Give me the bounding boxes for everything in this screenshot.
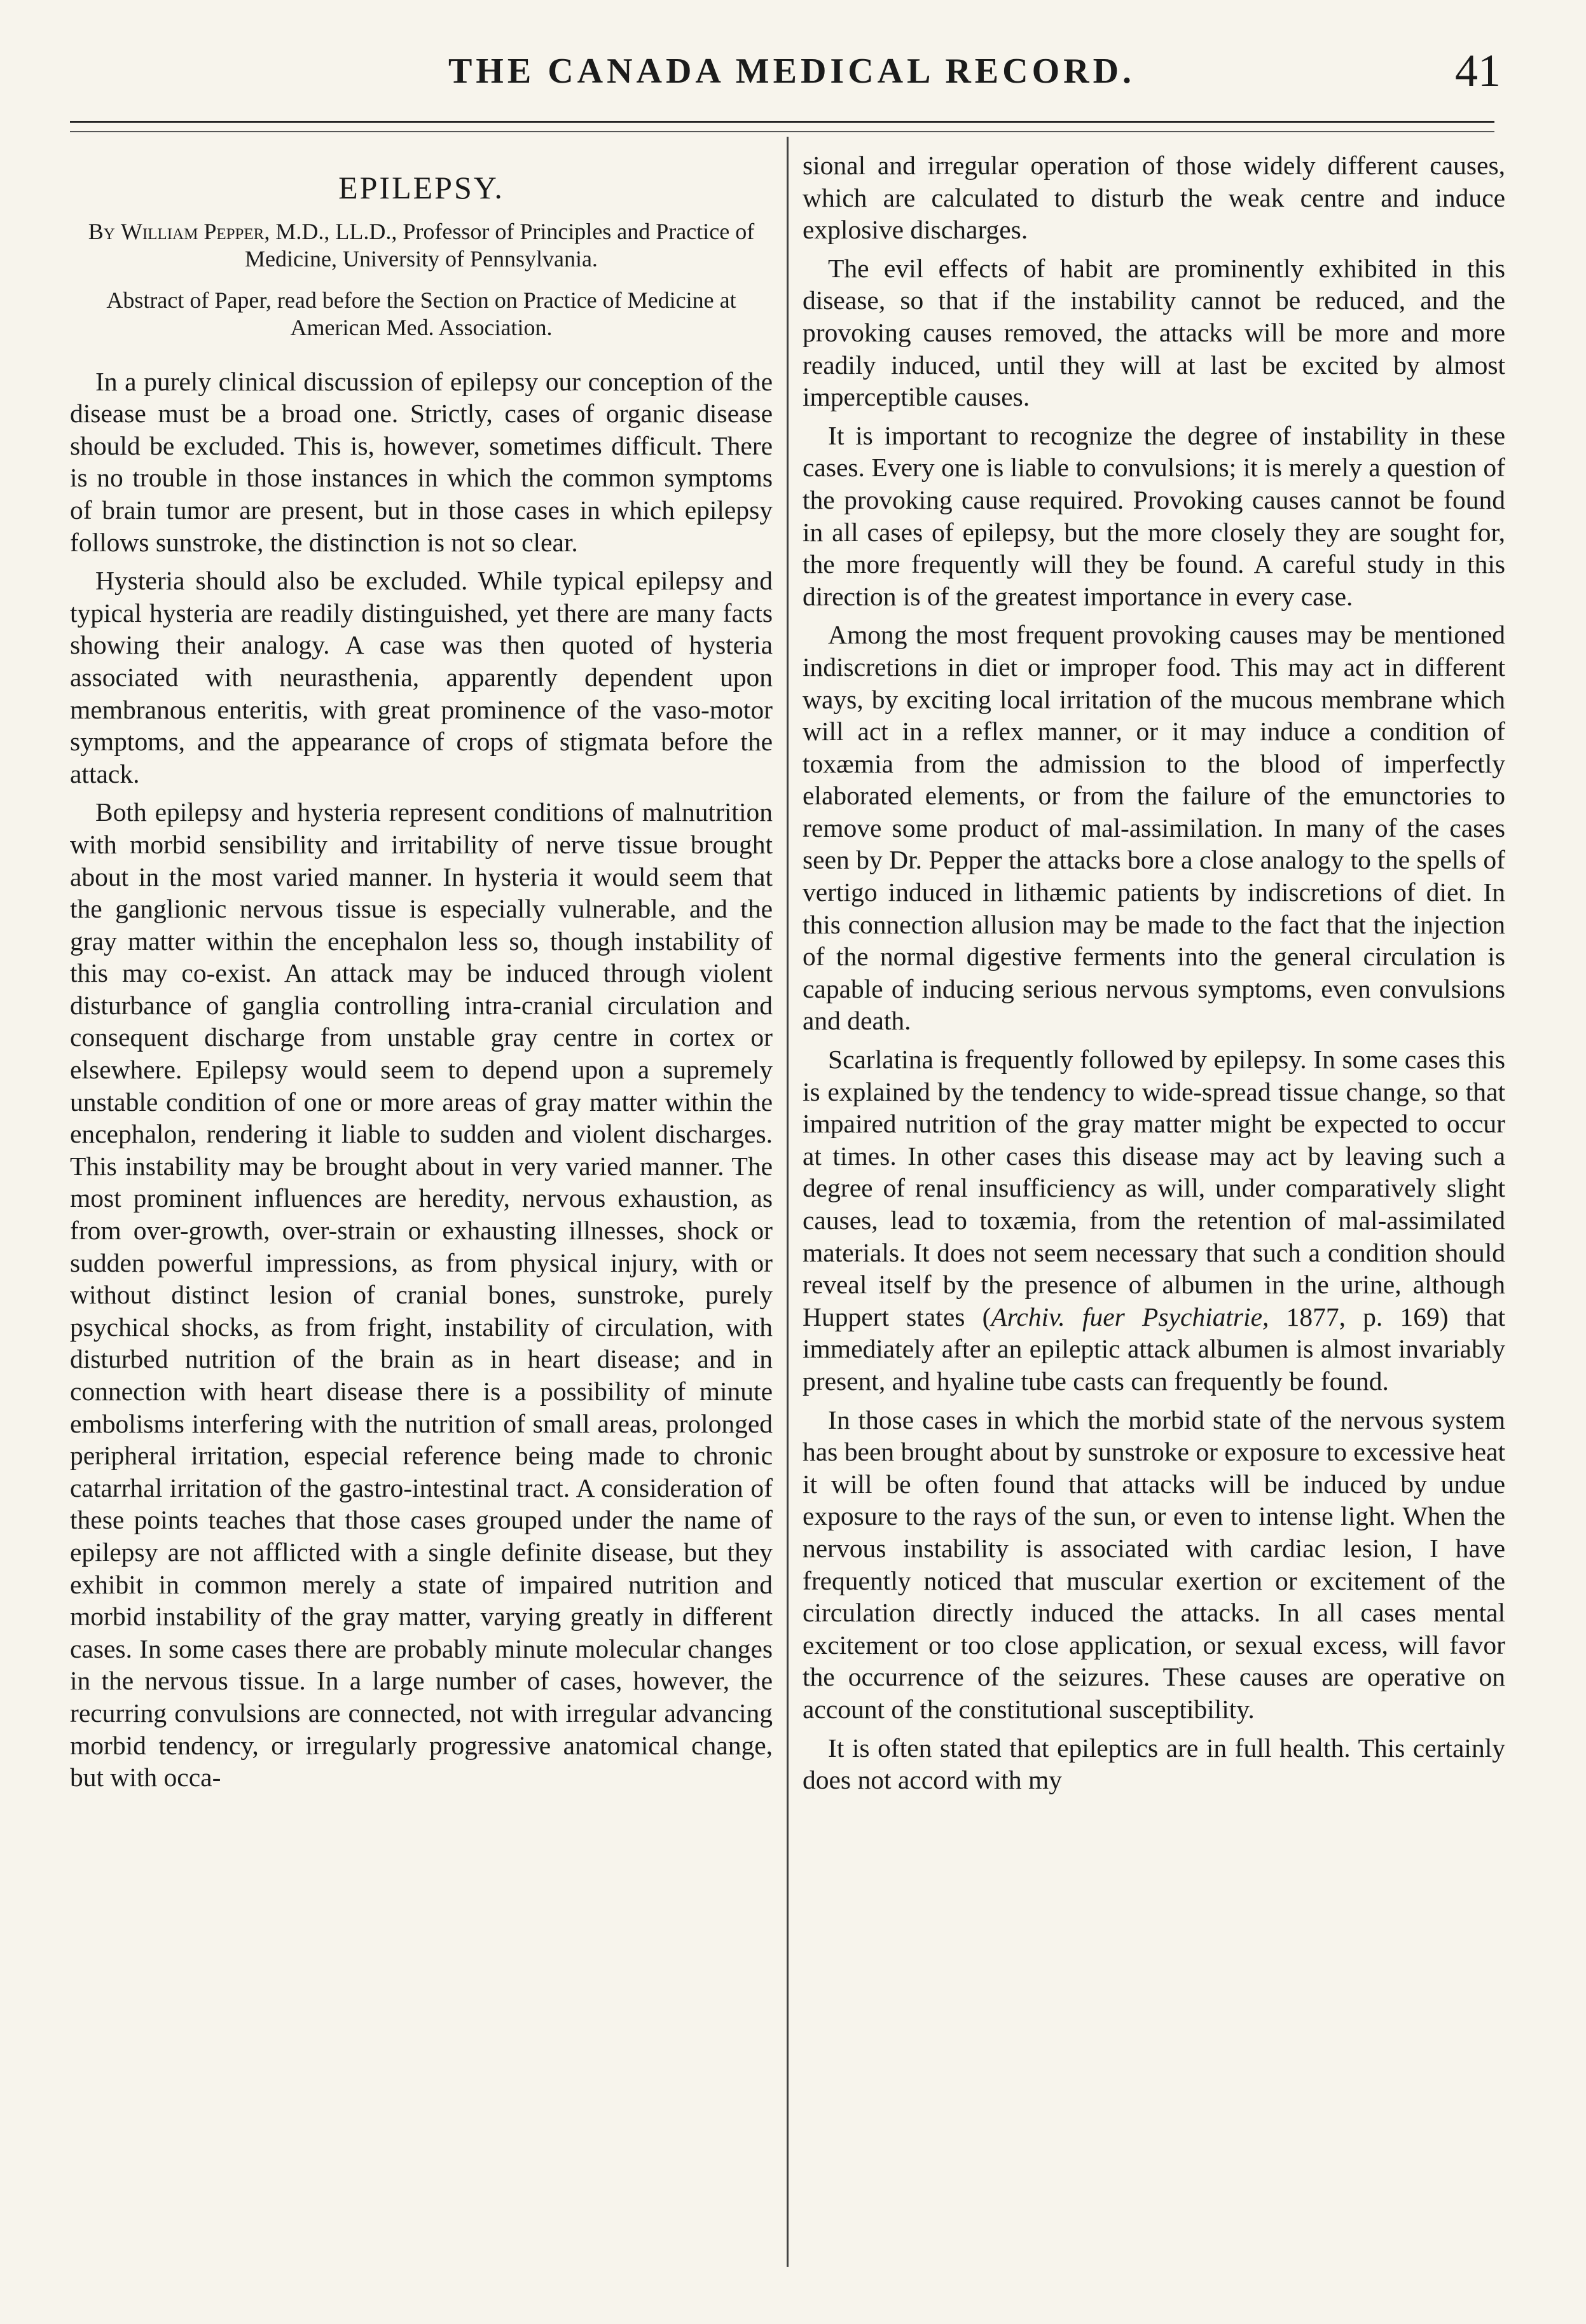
paragraph: It is often stated that epileptics are in full health. This certainly does not accord with my (803, 1733, 1505, 1795)
text-segment: 1877, p. 169) that immediately after an epileptic attack albumen is almost invariably present, and hyaline tube casts can frequently be found. (803, 1302, 1505, 1396)
paragraph: It is important to recognize the degree of instability in these cases. Every one is liable to convulsions; it is merely a question of the provoking cause required. Provoking causes cannot be found in all cases of epilepsy, but the more closely they are sought for, the more frequently will they be found. A careful study in this direction is of the greatest importance in every case. (803, 420, 1505, 611)
page-number: 41 (1455, 45, 1501, 96)
text-segment: Scarlatina is frequently followed by epilepsy. In some cases this is explained by the tendency to wide-spread tissue change, so that impaired nutrition of the gray matter might be expected to occur at times. In other cases this disease may act by leaving such a degree of renal insufficiency as will, under comparatively slight causes, lead to toxæmia, from the retention of mal-assimilated materials. It does not seem necessary that such a condition should reveal itself by the presence of albumen in the urine, although Huppert states ( (803, 1045, 1505, 1331)
header-rule-thin (70, 131, 1494, 132)
byline (83, 218, 760, 273)
paragraph: The evil effects of habit are prominently exhibited in this disease, so that if the instability cannot be reduced, and the provoking causes removed, the attacks will be more and more readily induced, until they will at last be excited by almost imperceptible causes. (803, 253, 1505, 412)
paragraph: In a purely clinical discussion of epilepsy our conception of the disease must be a broad one. Strictly, cases of organic disease should be excluded. This is, however, sometimes difficult. There is no trouble in those instances in which the common symptoms of brain tumor are present, but in those cases in which epilepsy follows sunstroke, the distinction is not so clear. (70, 366, 773, 557)
running-title: THE CANADA MEDICAL RECORD. (448, 52, 1136, 91)
right-column (803, 149, 1505, 1803)
paragraph (803, 1043, 1505, 1398)
paragraph: Among the most frequent provoking causes may be mentioned indiscretions in diet or improper food. This may act in different ways, by exciting local irritation of the mucous membrane which will act in a reflex manner, or it may induce a condition of toxæmia from the admission to the blood of imperfectly elaborated elements, or from the failure of the emunctories to remove some product of mal-assimilation. In many of the cases seen by Dr. Pepper the attacks bore a close analogy to the spells of vertigo induced in lithæmic patients by indiscretions of diet. In this connection allusion may be made to the fact that the injection of the normal digestive ferments into the general circulation is capable of inducing serious nervous symptoms, even convulsions and death. (803, 620, 1505, 1036)
journal-citation: Archiv. fuer Psychiatrie, (991, 1302, 1269, 1331)
page-header (64, 45, 1520, 114)
byline-credentials: , M.D., LL.D., Professor of Principles and Practice of Medicine, University of Pennsylvania. (245, 218, 755, 272)
paragraph: Hysteria should also be excluded. While typical epilepsy and typical hysteria are readily distinguished, yet there are many facts showing their analogy. A case was then quoted of hysteria associated with neurasthenia, apparently dependent upon membranous enteritis, with great prominence of the vaso-motor symptoms, and the appearance of crops of stigmata before the attack. (70, 566, 773, 788)
left-column (70, 149, 773, 1800)
article-title: EPILEPSY. (338, 170, 504, 205)
abstract-note: Abstract of Paper, read before the Section on Practice of Medicine at American Med. Association. (106, 287, 736, 340)
byline-author: William Pepper (120, 218, 265, 244)
paragraph-continued: sional and irregular operation of those widely different causes, which are calculated to disturb the weak centre and induce explosive discharges. (803, 151, 1505, 245)
paragraph: Both epilepsy and hysteria represent conditions of malnutrition with morbid sensibility and irritability of nerve tissue brought about in the most varied manner. In hysteria it would seem that the ganglionic nervous tissue is especially vulnerable, and the gray matter within the encephalon less so, though instability of this may co-exist. An attack may be induced through violent disturbance of ganglia controlling intra-cranial circulation and consequent discharge from unstable gray centre in cortex or elsewhere. Epilepsy would seem to depend upon a supremely unstable condition of one or more areas of gray matter within the encephalon, rendering it liable to sudden and violent discharges. This instability may be brought about in very varied manner. The most prominent influences are heredity, nervous exhaustion, as from over-growth, over-strain or exhausting illnesses, shock or sudden powerful impressions, as from physical injury, with or without distinct lesion of cranial bones, sunstroke, purely psychical shocks, as from fright, instability of circulation, with disturbed nutrition of the brain as in heart disease; and in connection with heart disease there is a possibility of minute embolisms interfering with the nutrition of small areas, prolonged peripheral irritation, especial reference being made to chronic catarrhal irritation of the gastro-intestinal tract. A consideration of these points teaches that those cases grouped under the name of epilepsy are not afflicted with a single definite disease, but they exhibit in common merely a state of impaired nutrition and morbid instability of the gray matter, varying greatly in different cases. In some cases there are probably minute molecular changes in the nervous tissue. In a large number of cases, however, the recurring convulsions are connected, not with irregular advancing morbid tendency, or irregularly progressive anatomical change, but with occa- (70, 797, 773, 1792)
header-rule (70, 121, 1494, 123)
column-divider (787, 137, 789, 2267)
paragraph: In those cases in which the morbid state of the nervous system has been brought about by sunstroke or exposure to excessive heat it will be often found that attacks will be induced by undue exposure to the rays of the sun, or even to intense light. When the nervous instability is associated with cardiac lesion, I have frequently noticed that muscular exertion or excitement of the circulation directly induced the attacks. In all cases mental excitement or too close application, or sexual excess, will favor the occurrence of the seizures. These causes are operative on account of the constitutional susceptibility. (803, 1405, 1505, 1724)
byline-by: By (88, 218, 115, 244)
